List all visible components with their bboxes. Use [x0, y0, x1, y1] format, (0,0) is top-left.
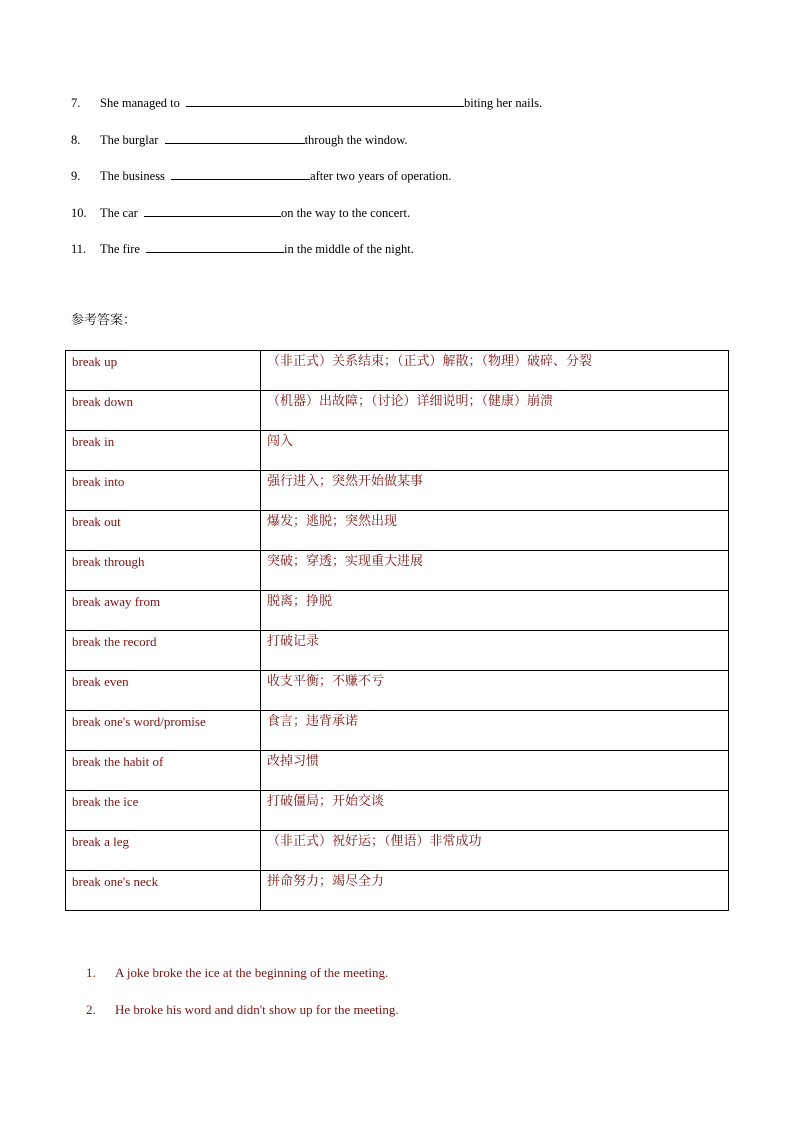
meaning-cell: 打破僵局；开始交谈: [261, 791, 729, 831]
table-row: [66, 591, 729, 631]
phrase-cell: break in: [66, 431, 261, 471]
table-row: [66, 871, 729, 911]
exercise-text-after: biting her nails.: [463, 96, 543, 110]
phrase-cell: break a leg: [66, 831, 261, 871]
exercise-number: 8.: [71, 132, 81, 147]
table-row: [66, 671, 729, 711]
example-text: He broke his word and didn't show up for the meeting.: [115, 1002, 399, 1017]
exercise-number: 11.: [71, 242, 87, 256]
meaning-cell: （机器）出故障；（讨论）详细说明；（健康）崩溃: [261, 391, 729, 431]
exercise-item: [71, 202, 731, 239]
exercise-text-before: The business: [100, 169, 165, 183]
answer-blank: [146, 238, 284, 253]
table-row: [66, 391, 729, 431]
phrase-cell: break the ice: [66, 791, 261, 831]
exercise-text-before: The fire: [100, 242, 140, 256]
exercise-text-after: on the way to the concert.: [280, 205, 411, 220]
meaning-cell: 爆发；逃脱；突然出现: [261, 511, 729, 551]
exercise-number: 10.: [71, 205, 87, 220]
table-row: [66, 431, 729, 471]
meaning-cell: 食言；违背承诺: [261, 711, 729, 751]
phrase-cell: break into: [66, 471, 261, 511]
exercise-item: [71, 92, 731, 129]
exercise-text-before: The burglar: [100, 132, 159, 147]
exercise-text-before: She managed to: [100, 96, 180, 110]
exercise-item: [71, 165, 731, 202]
meaning-cell: （非正式）关系结束；（正式）解散；（物理）破碎、分裂: [261, 351, 729, 391]
exercise-number: 7.: [71, 96, 81, 110]
phrase-cell: break one's word/promise: [66, 711, 261, 751]
exercise-item: [71, 129, 731, 166]
exercise-item: [71, 238, 731, 275]
exercise-text-after: through the window.: [304, 132, 408, 147]
exercise-list: [71, 92, 731, 275]
phrase-cell: break one's neck: [66, 871, 261, 911]
example-number: 1.: [86, 965, 96, 980]
table-row: [66, 751, 729, 791]
example-text: A joke broke the ice at the beginning of the meeting.: [115, 965, 389, 980]
meaning-cell: 收支平衡；不赚不亏: [261, 671, 729, 711]
phrase-cell: break down: [66, 391, 261, 431]
phrase-cell: break even: [66, 671, 261, 711]
table-row: [66, 631, 729, 671]
table-row: [66, 791, 729, 831]
meaning-cell: 强行进入；突然开始做某事: [261, 471, 729, 511]
exercise-text-after: in the middle of the night.: [284, 242, 414, 256]
meaning-cell: 打破记录: [261, 631, 729, 671]
table-row: [66, 831, 729, 871]
meaning-cell: （非正式）祝好运；（俚语）非常成功: [261, 831, 729, 871]
example-number: 2.: [86, 1002, 96, 1017]
exercise-text-after: after two years of operation.: [310, 169, 452, 183]
answer-blank: [186, 92, 464, 107]
example-sentence: [86, 1000, 399, 1037]
answers-heading: 参考答案：: [71, 313, 137, 328]
answer-blank: [165, 129, 305, 144]
exercise-text-before: The car: [100, 205, 138, 220]
meaning-cell: 脱离；挣脱: [261, 591, 729, 631]
phrase-cell: break the habit of: [66, 751, 261, 791]
table-row: [66, 711, 729, 751]
meaning-cell: 改掉习惯: [261, 751, 729, 791]
table-row: [66, 471, 729, 511]
meaning-cell: 突破；穿透；实现重大进展: [261, 551, 729, 591]
meaning-cell: 拼命努力；竭尽全力: [261, 871, 729, 911]
table-row: [66, 351, 729, 391]
exercise-number: 9.: [71, 169, 81, 183]
answer-blank: [171, 165, 310, 180]
table-row: [66, 551, 729, 591]
phrase-cell: break through: [66, 551, 261, 591]
phrase-cell: break the record: [66, 631, 261, 671]
phrase-cell: break away from: [66, 591, 261, 631]
answer-blank: [144, 202, 281, 217]
phrase-cell: break out: [66, 511, 261, 551]
phrase-cell: break up: [66, 351, 261, 391]
meaning-cell: 闯入: [261, 431, 729, 471]
example-sentence: [86, 963, 399, 1000]
table-row: [66, 511, 729, 551]
example-sentence-list: [86, 963, 399, 1037]
answers-table: [65, 350, 729, 911]
